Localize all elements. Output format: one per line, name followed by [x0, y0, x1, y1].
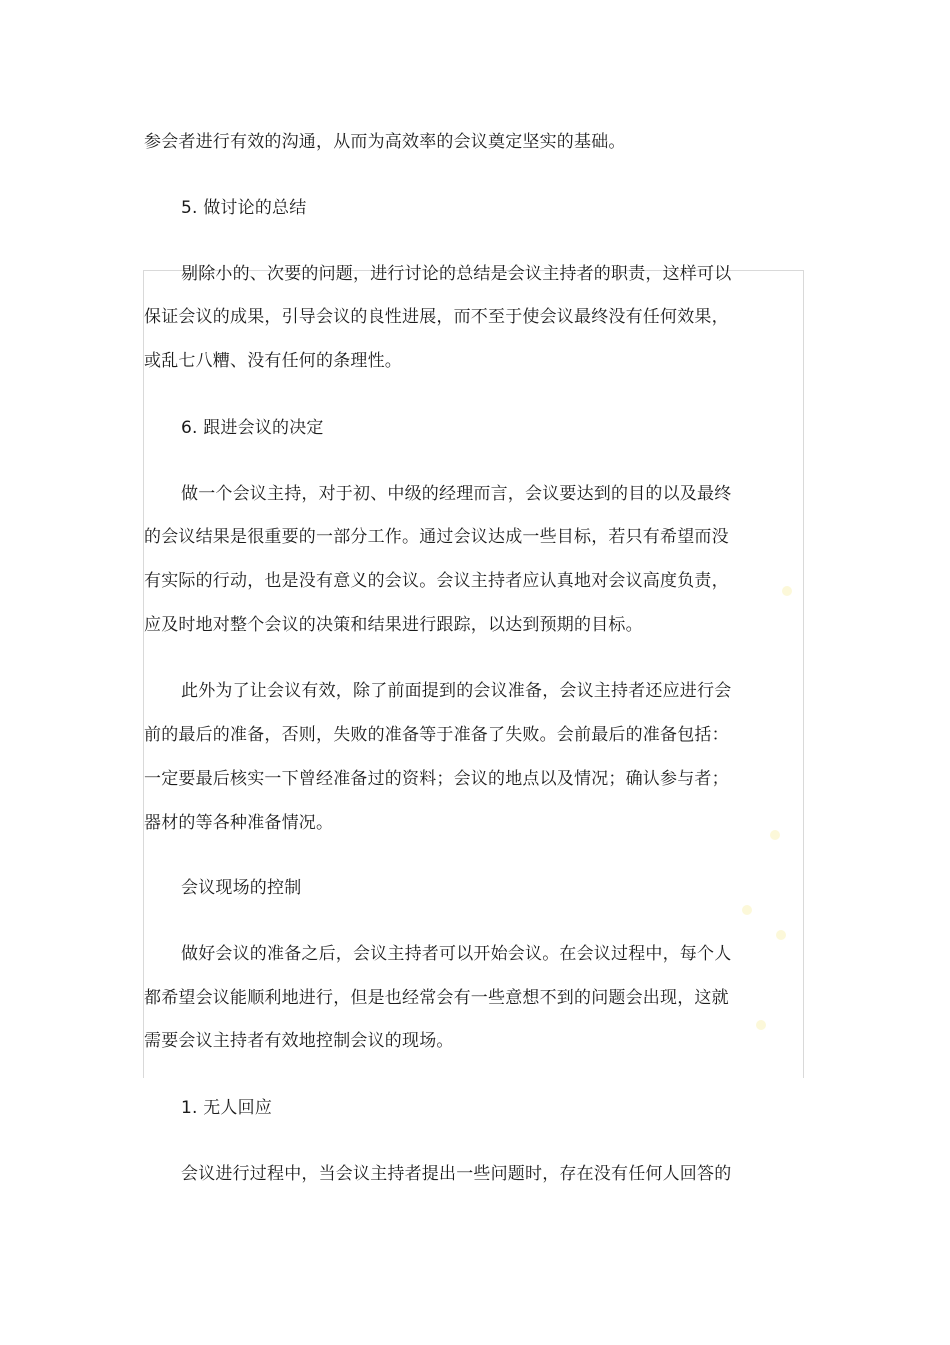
paragraph-line: 保证会议的成果，引导会议的良性进展，而不至于使会议最终没有任何效果，: [144, 307, 729, 327]
paragraph-line: 剔除小的、次要的问题，进行讨论的总结是会议主持者的职责，这样可以: [181, 264, 732, 284]
section-heading: 6. 跟进会议的决定: [181, 418, 324, 438]
paragraph-line: 器材的等各种准备情况。: [144, 813, 334, 833]
paragraph-line: 的会议结果是很重要的一部分工作。通过会议达成一些目标，若只有希望而没: [144, 527, 729, 547]
frame-left-border: [143, 270, 144, 1078]
paragraph-line: 做一个会议主持，对于初、中级的经理而言，会议要达到的目的以及最终: [181, 484, 732, 504]
watermark-speck: [742, 905, 752, 915]
watermark-speck: [776, 930, 786, 940]
paragraph-line: 此外为了让会议有效，除了前面提到的会议准备，会议主持者还应进行会: [181, 681, 732, 701]
paragraph-line: 应及时地对整个会议的决策和结果进行跟踪，以达到预期的目标。: [144, 615, 643, 635]
watermark-speck: [782, 586, 792, 596]
section-heading: 1. 无人回应: [181, 1098, 273, 1118]
frame-right-border: [803, 270, 804, 1078]
section-heading: 会议现场的控制: [181, 878, 302, 898]
paragraph-line: 有实际的行动，也是没有意义的会议。会议主持者应认真地对会议高度负责，: [144, 571, 729, 591]
watermark-speck: [770, 830, 780, 840]
paragraph-line: 做好会议的准备之后，会议主持者可以开始会议。在会议过程中，每个人: [181, 944, 732, 964]
watermark-speck: [756, 1020, 766, 1030]
paragraph-line: 前的最后的准备，否则，失败的准备等于准备了失败。会前最后的准备包括：: [144, 725, 729, 745]
paragraph-line: 参会者进行有效的沟通，从而为高效率的会议奠定坚实的基础。: [144, 132, 626, 152]
section-heading: 5. 做讨论的总结: [181, 198, 307, 218]
paragraph-line: 一定要最后核实一下曾经准备过的资料；会议的地点以及情况；确认参与者；: [144, 769, 729, 789]
paragraph-line: 会议进行过程中，当会议主持者提出一些问题时，存在没有任何人回答的: [181, 1164, 732, 1184]
paragraph-line: 需要会议主持者有效地控制会议的现场。: [144, 1031, 454, 1051]
paragraph-line: 都希望会议能顺利地进行，但是也经常会有一些意想不到的问题会出现，这就: [144, 988, 729, 1008]
paragraph-line: 或乱七八糟、没有任何的条理性。: [144, 351, 402, 371]
